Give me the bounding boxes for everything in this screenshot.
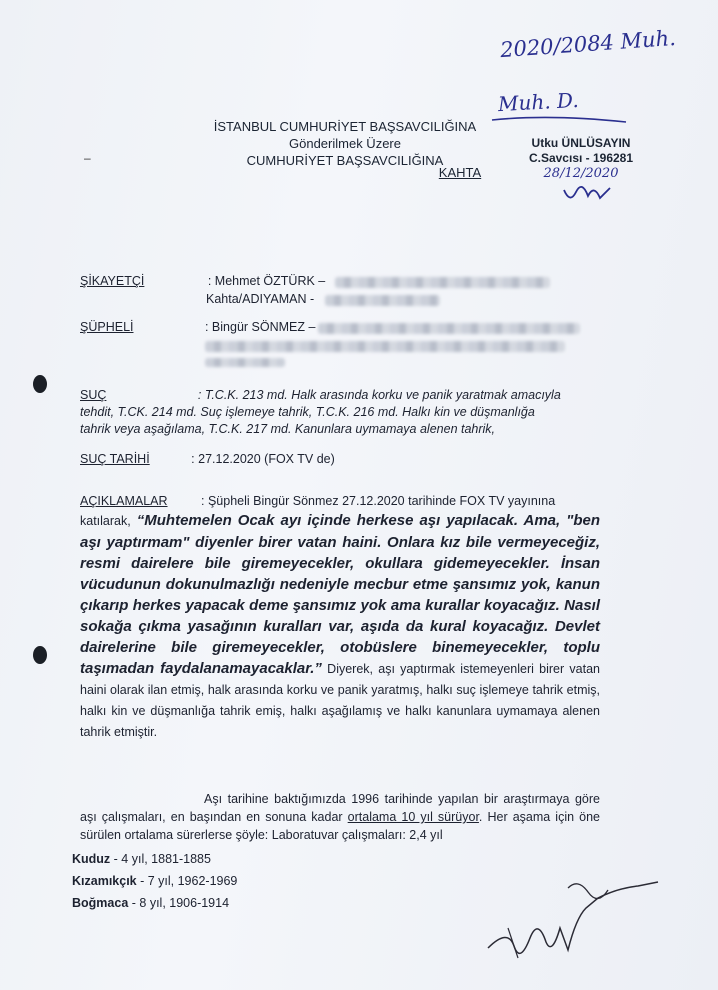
crime-date-value: : 27.12.2020 (FOX TV de) (191, 452, 335, 466)
explanations-intro: : Şüpheli Bingür Sönmez 27.12.2020 tarihinde FOX TV yayınına (201, 494, 556, 508)
vaccine-name: Kızamıkçık (72, 874, 137, 888)
crime-line-2: tehdit, T.CK. 214 md. Suç işlemeye tahrik, T.C.K. 216 md. Halkı kin ve düşmanlığa (80, 405, 535, 419)
vaccine-name: Kuduz (72, 852, 111, 866)
after-quote-text: Diyerek, aşı yaptırmak istemeyenleri birer vatan haini olarak ilan etmiş, halk arasında korku ve panik yaratmış, halkı suç işlemeye tahrik etmiş, halkı kin ve düşmanlığa tahrik emiş, halkı aşağılamış ve halkı kanunlara uymamaya alenen tahrik etmiştir. (80, 662, 600, 739)
header-line-1: İSTANBUL CUMHURİYET BAŞSAVCILIĞINA (213, 119, 477, 134)
crime-date-label: SUÇ TARİHİ (80, 452, 150, 466)
stamp-date: 28/12/2020 (543, 166, 619, 181)
redacted-suspect-address (318, 323, 580, 334)
punch-hole (33, 375, 47, 393)
stamp-signature (560, 180, 620, 210)
suspect-label: ŞÜPHELİ (80, 320, 134, 334)
punch-hole (33, 646, 47, 664)
paragraph-2-text-b: . Her aşama için öne sürülen ortalama sürerlerse şöyle: Laboratuvar çalışmaları: 2,4 yıl (80, 810, 600, 842)
handwritten-file-number: 2020/2084 Muh. (499, 25, 677, 63)
redacted-phone (325, 295, 440, 306)
explanations-intro-2: katılarak, (80, 514, 131, 528)
explanations-label: AÇIKLAMALAR (80, 494, 168, 508)
crime-label: SUÇ (80, 388, 107, 402)
statement-block (80, 510, 600, 742)
handwritten-underline (490, 112, 630, 128)
redacted-address (335, 277, 550, 288)
handwritten-note: Muh. D. (497, 87, 580, 117)
suspect-name: : Bingür SÖNMEZ – (204, 320, 316, 334)
crime-line-1: : T.C.K. 213 md. Halk arasında korku ve panik yaratmak amacıyla (197, 388, 561, 402)
vaccine-item (72, 896, 229, 910)
suspect-row (80, 320, 315, 334)
complainant-row (80, 274, 325, 288)
paragraph-2-underlined: ortalama 10 yıl sürüyor (347, 810, 479, 824)
vaccine-name: Boğmaca (72, 896, 129, 910)
vaccine-detail: - 4 yıl, 1881-1885 (110, 852, 211, 866)
header-line-4: KAHTA (438, 165, 482, 180)
header-line-2: Gönderilmek Üzere (289, 136, 401, 151)
complainant-city: Kahta/ADIYAMAN - (206, 292, 315, 306)
redacted-suspect-address-3 (205, 358, 285, 367)
header-line-3: CUMHURİYET BAŞSAVCILIĞINA (246, 153, 444, 168)
vaccine-detail: - 8 yıl, 1906-1914 (128, 896, 230, 910)
paragraph-2 (80, 790, 600, 844)
stamp-title: C.Savcısı - 196281 (528, 151, 634, 165)
redacted-suspect-address-2 (205, 341, 565, 352)
stamp-name: Utku ÜNLÜSAYIN (531, 136, 631, 150)
crime-line-3: tahrik veya aşağılama, T.C.K. 217 md. Kanunlara uymamaya alenen tahrik, (80, 422, 496, 436)
complainant-name: : Mehmet ÖZTÜRK – (207, 274, 326, 288)
crime-date-row (80, 452, 335, 466)
vaccine-detail: - 7 yıl, 1962-1969 (136, 874, 238, 888)
vaccine-item (72, 874, 237, 888)
margin-mark: – (84, 151, 91, 165)
prosecutor-stamp (528, 136, 634, 181)
crime-row (80, 388, 561, 402)
explanations-row (80, 494, 555, 508)
quoted-statement: “Muhtemelen Ocak ayı içinde herkese aşı yapılacak. Ama, "ben aşı yaptırmam" diyenler birer vatan haini. Onlara kız bile vermeyeceğiz, resmi dairelere bile giremeyecekler, okullara gidemeyecekler. İnsan vücudunun dokunulmazlığı nedeniyle mecbur etme şansımız yok, kanun çıkarıp herkes yapacak deme şansımız yok ama kurallar koyacağız. Nasıl sokağa çıkma yasağının kuralları var, aşıda da kural koyacağız. Devlet dairelerine bile giremeyecekler, otobüslere binemeyecekler, toplu taşımadan faydalanamayacaklar.” (80, 512, 600, 677)
vaccine-item (72, 852, 211, 866)
signature (468, 868, 668, 968)
paragraph-2-text-a: Aşı tarihine baktığımızda 1996 tarihinde yapılan bir araştırmaya göre aşı çalışmaları, en başından en sonuna kadar (80, 792, 600, 824)
complainant-label: ŞİKAYETÇİ (80, 274, 145, 288)
